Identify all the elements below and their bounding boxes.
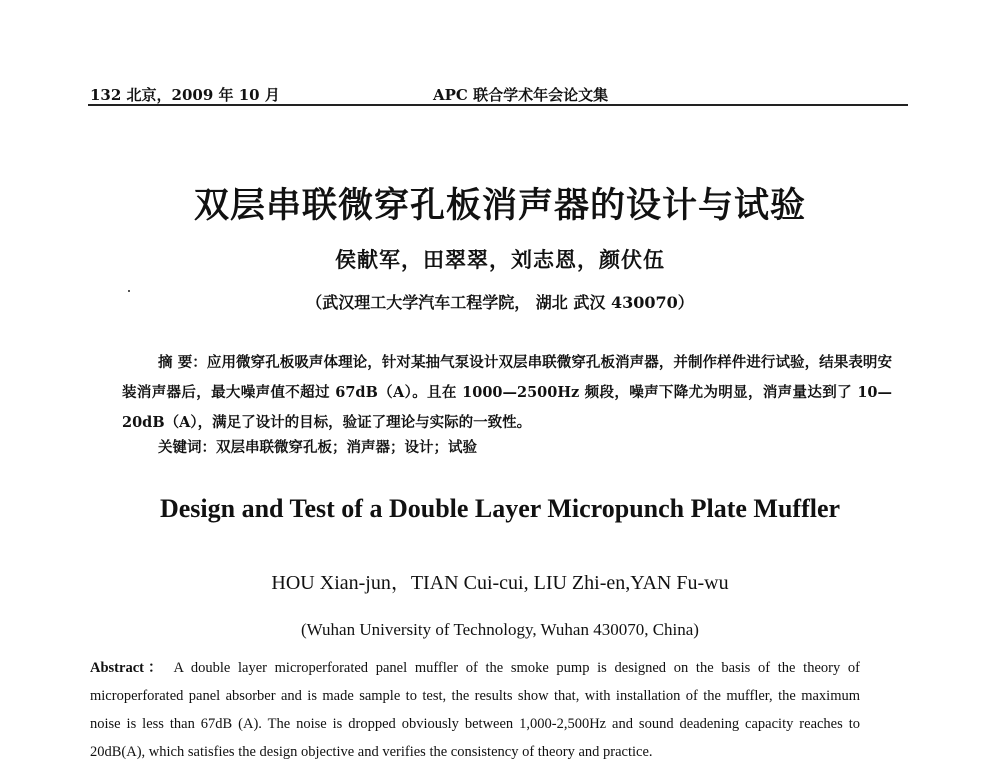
- authors-chinese: 侯献军，田翠翠，刘志恩，颜伏伍: [335, 247, 665, 272]
- paper-title-chinese: 双层串联微穿孔板消声器的设计与试验: [193, 186, 806, 226]
- abstract-text-chinese: 应用微穿孔板吸声体理论，针对某抽气泵设计双层串联微穿孔板消声器，并制作样件进行试验，结果表明安装消声器后，最大噪声值不超过 67dB（A）。且在 1000—2500Hz 频段，噪声下降尤为明显，消声量达到了 10—20dB（A），满足了设计的目标，验证了理论与实际的一致性。: [122, 354, 892, 431]
- paper-title-english: Design and Test of a Double Layer Micropunch Plate Muffler: [159, 494, 841, 523]
- keywords-text-chinese: 双层串联微穿孔板；消声器；设计；试验: [216, 439, 477, 456]
- affiliation-chinese: （武汉理工大学汽车工程学院， 湖北 武汉 430070）: [306, 293, 694, 312]
- abstract-chinese: [122, 348, 892, 438]
- affiliation-english: (Wuhan University of Technology, Wuhan 430070, China): [301, 620, 699, 639]
- keywords-chinese: [158, 436, 477, 457]
- running-header-page-date: 132 北京，2009 年 10 月: [90, 86, 280, 104]
- abstract-label-english: Abstract：: [90, 660, 167, 676]
- abstract-label-chinese: 摘 要：: [158, 354, 207, 371]
- running-header-journal: APC 联合学术年会论文集: [433, 86, 609, 104]
- authors-english: HOU Xian-jun，TIAN Cui-cui, LIU Zhi-en,YAN Fu-wu: [271, 572, 729, 594]
- abstract-text-english: A double layer microperforated panel muffler of the smoke pump is designed on the basis of the theory of microperforated panel absorber and is made sample to test, the results show that, with installation of the muffler, the maximum noise is less than 67dB (A). The noise is dropped obviously between 1,000-2,500Hz and sound deadening capacity reaches to 20dB(A), which satisfies the design objective and verifies the consistency of theory and practice.: [90, 660, 860, 760]
- header-rule: [88, 104, 908, 106]
- keywords-label-chinese: 关键词：: [158, 439, 216, 456]
- abstract-english: [90, 654, 860, 766]
